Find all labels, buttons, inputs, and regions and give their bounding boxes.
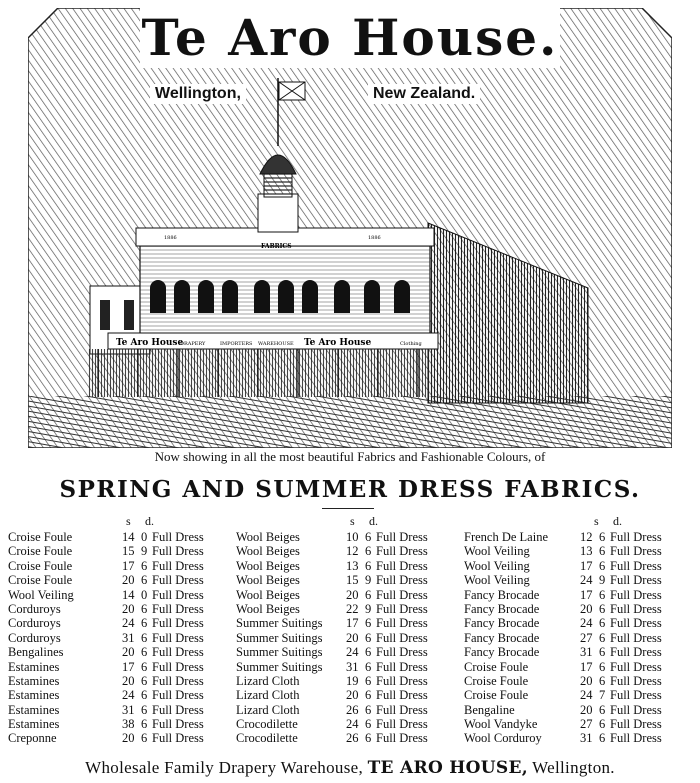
price-pence: 0 <box>141 587 148 602</box>
fabric-row <box>8 559 234 573</box>
price-unit: Full Dress <box>376 601 428 616</box>
fabric-name: Creponne <box>8 731 57 746</box>
headline: SPRING AND SUMMER DRESS FABRICS. <box>59 476 641 503</box>
footer-store-name: TE ARO HOUSE, <box>367 758 528 778</box>
fabric-row <box>464 530 694 544</box>
sign-warehouse: WAREHOUSE <box>258 341 294 347</box>
fabric-row <box>8 602 234 616</box>
price-unit: Full Dress <box>610 530 662 544</box>
fabric-name: Estamines <box>8 673 60 688</box>
fabric-row <box>8 674 234 688</box>
fabric-name: Croise Foule <box>8 530 73 544</box>
price-unit: Full Dress <box>376 717 428 732</box>
price-pence: 6 <box>365 645 372 660</box>
price-unit: Full Dress <box>610 587 662 602</box>
price-shillings: 15 <box>346 573 359 588</box>
price-shillings: 31 <box>122 630 135 645</box>
price-pence: 6 <box>365 616 372 631</box>
price-unit: Full Dress <box>152 558 204 573</box>
price-pence: 0 <box>141 530 148 544</box>
fabric-row <box>464 616 694 630</box>
price-shillings: 20 <box>122 601 135 616</box>
price-pence: 9 <box>365 601 372 616</box>
price-unit: Full Dress <box>376 731 428 746</box>
price-unit: Full Dress <box>152 688 204 703</box>
fabric-row <box>8 717 234 731</box>
price-shillings: 13 <box>346 558 359 573</box>
fabric-row <box>8 616 234 630</box>
price-unit: Full Dress <box>610 731 662 746</box>
price-shillings: 17 <box>122 558 135 573</box>
price-unit: Full Dress <box>376 558 428 573</box>
fabric-row <box>8 703 234 717</box>
sign-drapery: DRAPERY <box>180 341 206 347</box>
price-shillings: 12 <box>346 544 359 559</box>
fabric-name: Lizard Cloth <box>236 702 300 717</box>
fabric-name: Bengaline <box>464 702 515 717</box>
fabric-row <box>8 688 234 702</box>
price-pence: 6 <box>141 601 148 616</box>
price-unit: Full Dress <box>610 558 662 573</box>
fabric-name: Crocodilette <box>236 717 298 732</box>
fabric-row <box>464 544 694 558</box>
price-unit: Full Dress <box>610 717 662 732</box>
price-shillings: 17 <box>580 558 593 573</box>
fabric-name: Crocodilette <box>236 731 298 746</box>
fabric-row <box>464 588 694 602</box>
price-shillings: 13 <box>580 544 593 559</box>
price-shillings: 27 <box>580 630 593 645</box>
fabric-name: Wool Beiges <box>236 530 300 544</box>
price-pence: 6 <box>141 659 148 674</box>
fabric-row <box>236 645 462 659</box>
fabric-row <box>464 703 694 717</box>
price-pence: 6 <box>365 587 372 602</box>
price-header-s-3: s <box>594 514 599 528</box>
fabric-row <box>8 588 234 602</box>
fabric-name: Lizard Cloth <box>236 688 300 703</box>
price-shillings: 24 <box>580 573 593 588</box>
price-shillings: 19 <box>346 673 359 688</box>
fabric-name: Summer Suitings <box>236 630 323 645</box>
fabric-row <box>8 660 234 674</box>
fabric-row <box>464 731 694 745</box>
price-shillings: 24 <box>580 616 593 631</box>
price-unit: Full Dress <box>152 702 204 717</box>
sign-pediment: FABRICS <box>261 243 292 250</box>
price-shillings: 26 <box>346 731 359 746</box>
price-shillings: 24 <box>346 717 359 732</box>
fabric-name: Croise Foule <box>8 544 73 559</box>
fabric-name: Wool Beiges <box>236 587 300 602</box>
price-shillings: 20 <box>122 645 135 660</box>
price-unit: Full Dress <box>610 544 662 559</box>
fabric-name: Croise Foule <box>464 673 529 688</box>
price-pence: 6 <box>141 630 148 645</box>
fabric-row <box>464 645 694 659</box>
price-pence: 6 <box>599 616 606 631</box>
price-pence: 6 <box>141 717 148 732</box>
fabric-row <box>236 731 462 745</box>
fabric-name: Summer Suitings <box>236 616 323 631</box>
fabric-name: Wool Beiges <box>236 601 300 616</box>
price-header-d-3: d. <box>613 514 622 528</box>
fabric-row <box>236 631 462 645</box>
fabric-row <box>8 645 234 659</box>
fabric-name: Lizard Cloth <box>236 673 300 688</box>
fabric-name: Croise Foule <box>464 688 529 703</box>
fabric-row <box>236 616 462 630</box>
footer <box>0 758 700 778</box>
price-unit: Full Dress <box>376 544 428 559</box>
price-unit: Full Dress <box>376 587 428 602</box>
price-pence: 9 <box>599 573 606 588</box>
price-unit: Full Dress <box>152 645 204 660</box>
price-pence: 6 <box>599 673 606 688</box>
price-shillings: 24 <box>122 616 135 631</box>
price-shillings: 15 <box>122 544 135 559</box>
price-unit: Full Dress <box>610 616 662 631</box>
price-unit: Full Dress <box>610 688 662 703</box>
fabric-row <box>236 674 462 688</box>
fabric-row <box>464 602 694 616</box>
fabric-column-3 <box>464 530 694 746</box>
price-pence: 6 <box>365 673 372 688</box>
fabric-row <box>8 544 234 558</box>
price-pence: 6 <box>365 558 372 573</box>
price-unit: Full Dress <box>152 659 204 674</box>
price-pence: 6 <box>599 731 606 746</box>
price-unit: Full Dress <box>152 717 204 732</box>
price-unit: Full Dress <box>152 673 204 688</box>
price-shillings: 22 <box>346 601 359 616</box>
fabric-name: Corduroys <box>8 616 61 631</box>
fabric-column-2 <box>236 530 462 746</box>
price-shillings: 14 <box>122 587 135 602</box>
sign-main: Te Aro House <box>116 338 184 348</box>
price-pence: 6 <box>365 630 372 645</box>
price-unit: Full Dress <box>376 573 428 588</box>
price-unit: Full Dress <box>376 530 428 544</box>
fabric-name: Fancy Brocade <box>464 601 540 616</box>
fabric-row <box>464 717 694 731</box>
building-engraving <box>28 8 672 448</box>
fabric-row <box>236 559 462 573</box>
fabric-name: Summer Suitings <box>236 659 323 674</box>
fabric-name: Fancy Brocade <box>464 587 540 602</box>
fabric-name: Estamines <box>8 659 60 674</box>
price-pence: 6 <box>365 731 372 746</box>
fabric-name: Wool Beiges <box>236 558 300 573</box>
price-shillings: 31 <box>122 702 135 717</box>
fabric-column-1 <box>8 530 234 746</box>
fabric-name: Bengalines <box>8 645 64 660</box>
fabric-name: Estamines <box>8 688 60 703</box>
fabric-row <box>236 544 462 558</box>
location-city: Wellington, <box>150 84 246 104</box>
price-shillings: 31 <box>346 659 359 674</box>
fabric-name: Wool Vandyke <box>464 717 538 732</box>
fabric-name: Croise Foule <box>464 659 529 674</box>
fabric-row <box>8 631 234 645</box>
fabric-row <box>236 530 462 544</box>
fabric-name: Wool Veiling <box>8 587 74 602</box>
price-pence: 9 <box>141 544 148 559</box>
price-unit: Full Dress <box>376 630 428 645</box>
price-shillings: 20 <box>122 573 135 588</box>
price-unit: Full Dress <box>610 601 662 616</box>
price-pence: 6 <box>365 659 372 674</box>
fabric-name: Wool Veiling <box>464 544 530 559</box>
price-pence: 6 <box>141 645 148 660</box>
price-shillings: 20 <box>580 702 593 717</box>
price-pence: 6 <box>599 601 606 616</box>
price-shillings: 12 <box>580 530 593 544</box>
fabric-name: Croise Foule <box>8 558 73 573</box>
price-unit: Full Dress <box>610 659 662 674</box>
intro-line: Now showing in all the most beautiful Fabrics and Fashionable Colours, of <box>154 449 546 464</box>
fabric-row <box>8 731 234 745</box>
price-unit: Full Dress <box>376 659 428 674</box>
price-pence: 6 <box>365 702 372 717</box>
year-badge-right: 1886 <box>368 235 381 241</box>
price-pence: 6 <box>365 717 372 732</box>
price-shillings: 24 <box>580 688 593 703</box>
price-unit: Full Dress <box>376 688 428 703</box>
fabric-row <box>236 602 462 616</box>
sign-importers: IMPORTERS <box>220 341 253 347</box>
fabric-row <box>236 588 462 602</box>
price-shillings: 14 <box>122 530 135 544</box>
price-pence: 6 <box>141 731 148 746</box>
price-unit: Full Dress <box>376 616 428 631</box>
fabric-name: Croise Foule <box>8 573 73 588</box>
footer-text-right: Wellington. <box>532 758 615 777</box>
fabric-name: Corduroys <box>8 630 61 645</box>
price-shillings: 20 <box>346 688 359 703</box>
fabric-row <box>464 573 694 587</box>
price-unit: Full Dress <box>152 601 204 616</box>
fabric-row <box>8 530 234 544</box>
price-pence: 6 <box>365 544 372 559</box>
fabric-name: Estamines <box>8 702 60 717</box>
year-badge-left: 1886 <box>164 235 177 241</box>
price-header-s-1: s <box>126 514 131 528</box>
fabric-name: Corduroys <box>8 601 61 616</box>
fabric-row <box>464 688 694 702</box>
fabric-row <box>464 674 694 688</box>
fabric-name: Wool Corduroy <box>464 731 542 746</box>
price-shillings: 20 <box>346 630 359 645</box>
price-header-d-1: d. <box>145 514 154 528</box>
price-shillings: 20 <box>580 601 593 616</box>
price-unit: Full Dress <box>376 702 428 717</box>
fabric-name: Fancy Brocade <box>464 630 540 645</box>
price-unit: Full Dress <box>152 616 204 631</box>
price-pence: 6 <box>599 630 606 645</box>
fabric-row <box>464 559 694 573</box>
fabric-row <box>236 703 462 717</box>
price-unit: Full Dress <box>376 673 428 688</box>
fabric-row <box>464 660 694 674</box>
price-shillings: 27 <box>580 717 593 732</box>
price-shillings: 31 <box>580 731 593 746</box>
price-unit: Full Dress <box>610 573 662 588</box>
fabric-name: Fancy Brocade <box>464 645 540 660</box>
price-unit: Full Dress <box>610 630 662 645</box>
footer-text-left: Wholesale Family Drapery Warehouse, <box>85 758 364 777</box>
price-unit: Full Dress <box>610 645 662 660</box>
price-shillings: 24 <box>122 688 135 703</box>
price-pence: 6 <box>599 702 606 717</box>
price-unit: Full Dress <box>152 544 204 559</box>
fabric-row <box>236 688 462 702</box>
price-pence: 6 <box>599 544 606 559</box>
fabric-name: Estamines <box>8 717 60 732</box>
price-pence: 6 <box>141 673 148 688</box>
price-unit: Full Dress <box>152 587 204 602</box>
fabric-name: Wool Veiling <box>464 573 530 588</box>
price-pence: 6 <box>599 645 606 660</box>
fabric-name: Wool Beiges <box>236 573 300 588</box>
fabric-row <box>236 660 462 674</box>
price-shillings: 31 <box>580 645 593 660</box>
price-pence: 6 <box>599 530 606 544</box>
fabric-name: Fancy Brocade <box>464 616 540 631</box>
location-country: New Zealand. <box>368 84 480 104</box>
price-unit: Full Dress <box>610 673 662 688</box>
price-header-d-2: d. <box>369 514 378 528</box>
price-header-s-2: s <box>350 514 355 528</box>
price-unit: Full Dress <box>376 645 428 660</box>
price-shillings: 20 <box>580 673 593 688</box>
price-pence: 6 <box>141 688 148 703</box>
price-unit: Full Dress <box>152 630 204 645</box>
price-shillings: 17 <box>346 616 359 631</box>
price-pence: 6 <box>141 616 148 631</box>
price-unit: Full Dress <box>152 573 204 588</box>
fabric-row <box>236 717 462 731</box>
price-pence: 7 <box>599 688 606 703</box>
fabric-row <box>464 631 694 645</box>
price-shillings: 26 <box>346 702 359 717</box>
fabric-row <box>236 573 462 587</box>
price-pence: 6 <box>599 659 606 674</box>
price-pence: 6 <box>599 558 606 573</box>
masthead-title: Te Aro House. <box>141 8 559 67</box>
price-shillings: 38 <box>122 717 135 732</box>
price-shillings: 24 <box>346 645 359 660</box>
fabric-name: Summer Suitings <box>236 645 323 660</box>
sign-secondary: Te Aro House <box>304 338 372 348</box>
price-shillings: 10 <box>346 530 359 544</box>
price-shillings: 17 <box>122 659 135 674</box>
price-pence: 6 <box>365 530 372 544</box>
price-pence: 9 <box>365 573 372 588</box>
price-shillings: 20 <box>346 587 359 602</box>
price-unit: Full Dress <box>610 702 662 717</box>
price-pence: 6 <box>141 702 148 717</box>
price-pence: 6 <box>141 558 148 573</box>
price-shillings: 20 <box>122 673 135 688</box>
price-shillings: 20 <box>122 731 135 746</box>
fabric-name: French De Laine <box>464 530 548 544</box>
price-shillings: 17 <box>580 659 593 674</box>
price-pence: 6 <box>365 688 372 703</box>
price-unit: Full Dress <box>152 731 204 746</box>
fabric-row <box>8 573 234 587</box>
price-pence: 6 <box>599 587 606 602</box>
price-pence: 6 <box>141 573 148 588</box>
fabric-name: Wool Beiges <box>236 544 300 559</box>
fabric-name: Wool Veiling <box>464 558 530 573</box>
sign-clothing: Clothing <box>400 341 422 347</box>
price-shillings: 17 <box>580 587 593 602</box>
divider-rule <box>322 508 374 509</box>
price-unit: Full Dress <box>152 530 204 544</box>
price-pence: 6 <box>599 717 606 732</box>
